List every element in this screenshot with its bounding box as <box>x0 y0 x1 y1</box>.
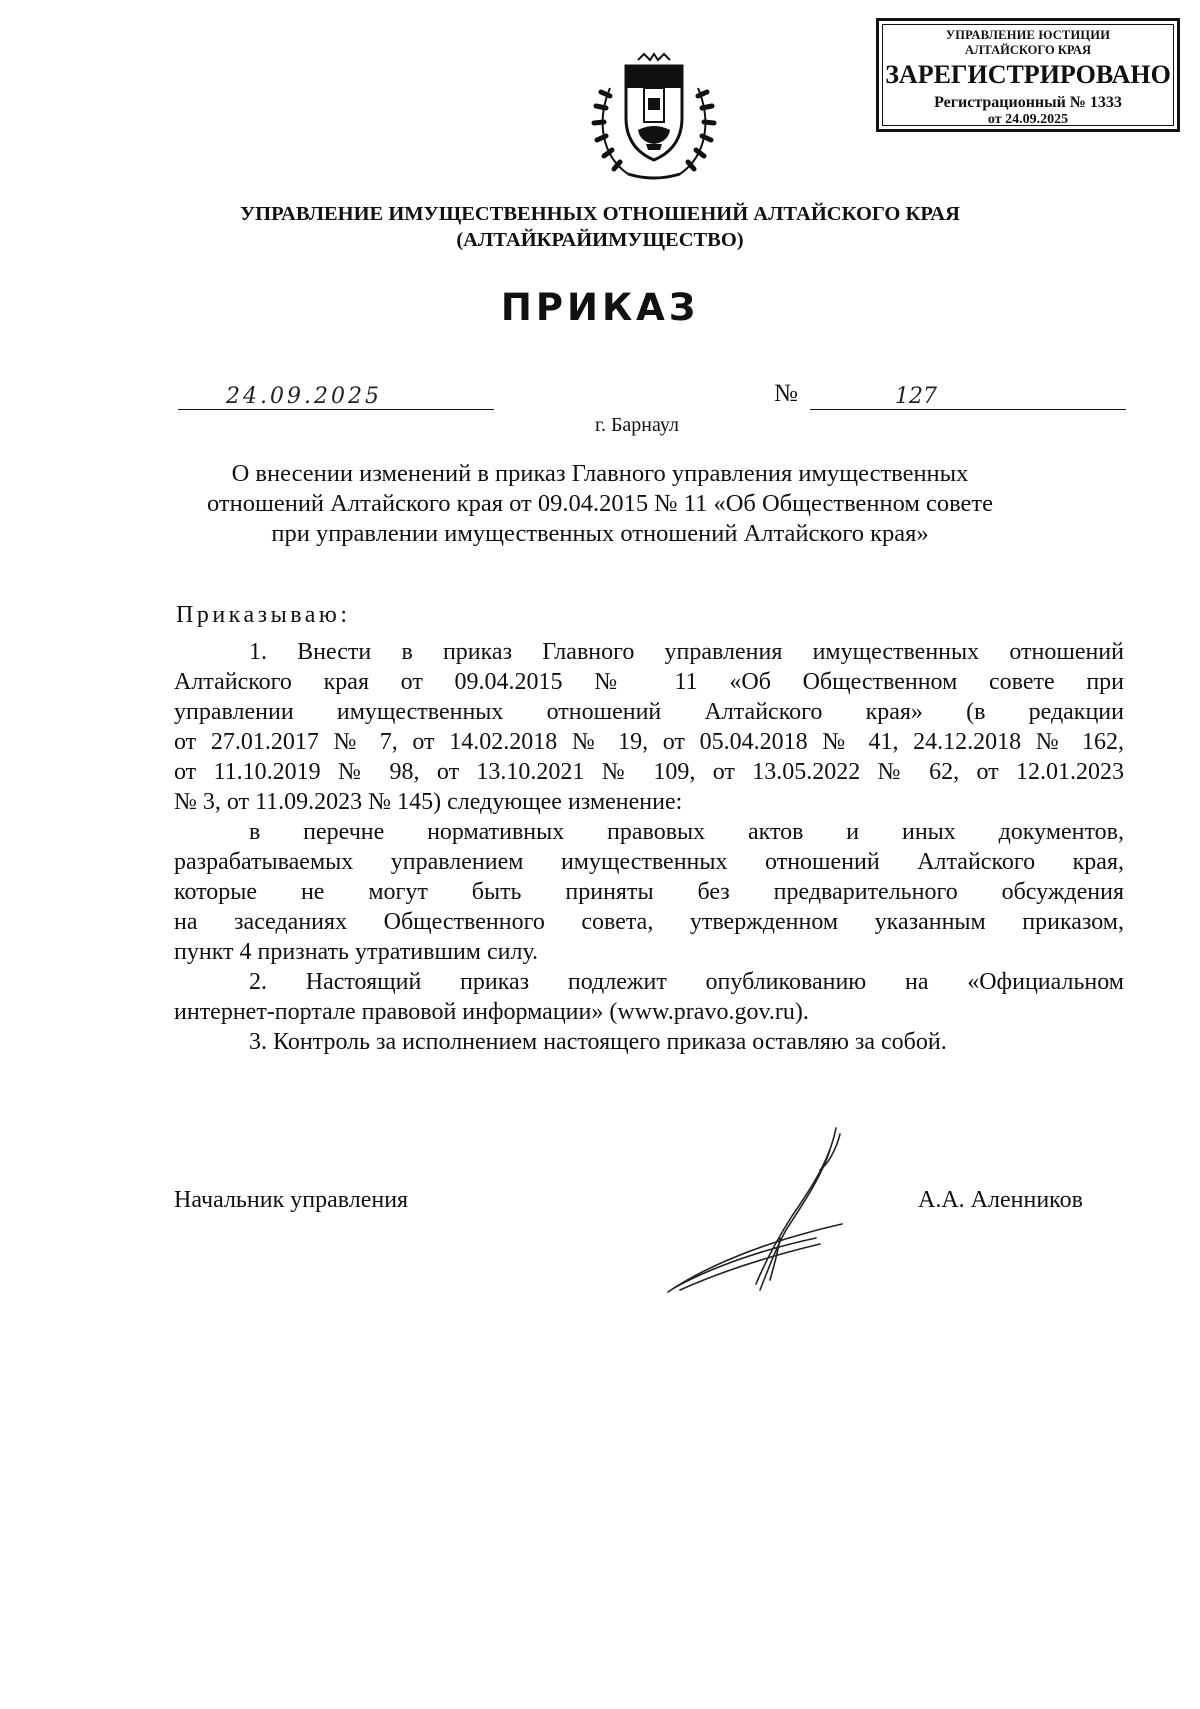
subject-line: отношений Алтайского края от 09.04.2015 № 11 «Об Общественном совете <box>206 490 994 517</box>
item-1-line: управлении имущественных отношений Алтайского края» (в редакции <box>174 699 1124 725</box>
number-fill-line <box>810 409 1126 410</box>
subject-line: О внесении изменений в приказ Главного управления имущественных <box>231 460 969 487</box>
item-2-line: 2. Настоящий приказ подлежит опубликованию на «Официальном <box>249 969 1124 995</box>
stamp-reg-date: от 24.09.2025 <box>987 112 1069 127</box>
item-2 <box>174 967 1124 1027</box>
stamp-reg-number: Регистрационный № 1333 <box>934 94 1122 111</box>
item-1 <box>174 637 1124 817</box>
item-1-subitem-line: разрабатываемых управлением имущественных отношений Алтайского края, <box>174 849 1124 875</box>
item-3-line: 3. Контроль за исполнением настоящего приказа оставляю за собой. <box>249 1029 947 1055</box>
item-2-line: интернет-портале правовой информации» (www.pravo.gov.ru). <box>174 999 809 1025</box>
signer-name: А.А. Аленников <box>918 1187 1083 1213</box>
stamp-status: ЗАРЕГИСТРИРОВАНО <box>885 60 1171 89</box>
signer-position: Начальник управления <box>174 1187 409 1213</box>
organization-short-name: (АЛТАЙКРАЙИМУЩЕСТВО) <box>456 229 744 251</box>
item-1-subitem-line: которые не могут быть приняты без предварительного обсуждения <box>174 879 1124 905</box>
item-1-line: от 11.10.2019 № 98, от 13.10.2021 № 109, от 13.05.2022 № 62, от 12.01.2023 <box>174 759 1124 785</box>
document-city: г. Барнаул <box>595 414 679 436</box>
stamp-org-line1: УПРАВЛЕНИЕ ЮСТИЦИИ <box>945 28 1111 42</box>
subject-line: при управлении имущественных отношений Алтайского края» <box>271 520 929 547</box>
item-3 <box>174 1027 1124 1057</box>
document-subject <box>0 458 1200 548</box>
item-1-line: № 3, от 11.09.2023 № 145) следующее изменение: <box>174 789 683 815</box>
document-date: 24.09.2025 <box>226 384 382 409</box>
organization-name: УПРАВЛЕНИЕ ИМУЩЕСТВЕННЫХ ОТНОШЕНИЙ АЛТАЙСКОГО КРАЯ <box>240 203 960 225</box>
registration-stamp <box>876 18 1180 132</box>
order-word: Приказываю: <box>176 602 351 628</box>
item-1-subitem-line: пункт 4 признать утратившим силу. <box>174 939 539 965</box>
item-1-subitem-line: в перечне нормативных правовых актов и иных документов, <box>249 819 1124 845</box>
handwritten-signature <box>660 1120 860 1300</box>
document-title: ПРИКАЗ <box>500 286 700 329</box>
coat-of-arms-icon <box>588 52 720 186</box>
item-1-subitem-line: на заседаниях Общественного совета, утвержденном указанным приказом, <box>174 909 1124 935</box>
date-fill-line <box>178 409 494 410</box>
number-sign: № <box>774 380 798 407</box>
stamp-org-line2: АЛТАЙСКОГО КРАЯ <box>965 43 1091 57</box>
item-1-line: 1. Внести в приказ Главного управления имущественных отношений <box>249 639 1124 665</box>
item-1-subitem <box>174 817 1124 967</box>
item-1-line: Алтайского края от 09.04.2015 № 11 «Об Общественном совете при <box>174 669 1124 695</box>
item-1-line: от 27.01.2017 № 7, от 14.02.2018 № 19, от 05.04.2018 № 41, 24.12.2018 № 162, <box>174 729 1124 755</box>
document-number: 127 <box>895 384 937 409</box>
